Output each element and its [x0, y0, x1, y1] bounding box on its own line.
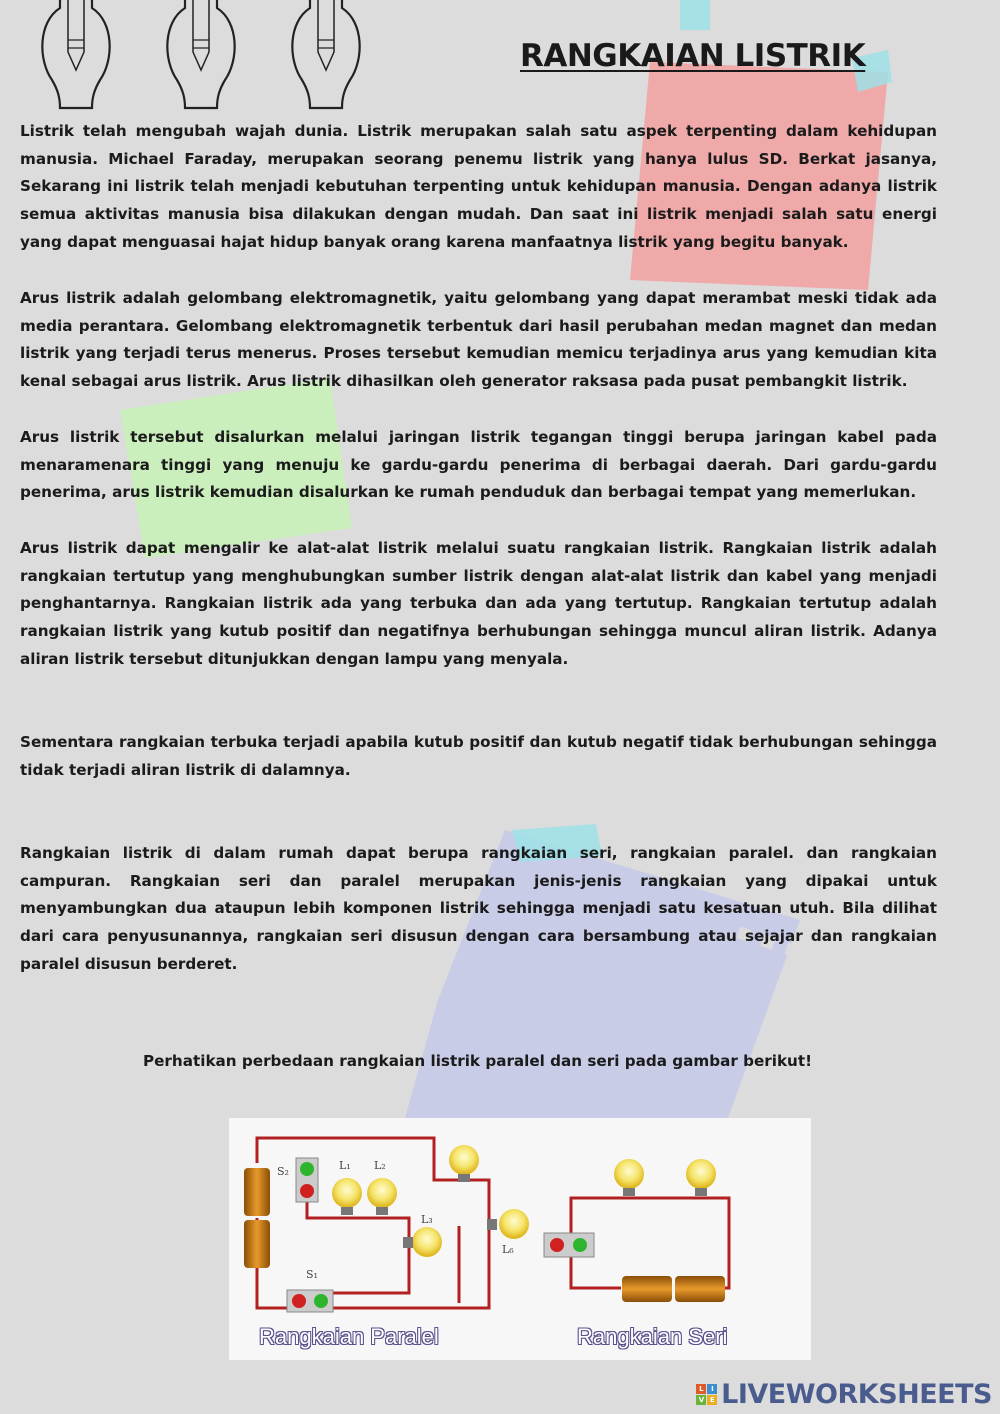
battery	[244, 1220, 270, 1268]
liveworksheets-icon: L I V E	[696, 1384, 717, 1405]
switch-s1	[287, 1290, 333, 1312]
paragraph-distribution: Arus listrik tersebut disalurkan melalui jaringan listrik tegangan tinggi berupa jaringan kabel pada menaramenara tinggi yang menuju ke gardu-gardu penerima di berbagai daerah. Dari gardu-gardu penerima, arus listrik kemudian disalurkan ke rumah penduduk dan berbagai tempat yang memerlukan.	[20, 428, 937, 502]
label-l6: L₆	[502, 1243, 514, 1256]
tape-top	[680, 0, 710, 30]
caption-parallel: Rangkaian Paralel	[259, 1324, 439, 1349]
switch-s2	[296, 1158, 318, 1202]
bulb-l2	[367, 1178, 397, 1215]
instruction-text: Perhatikan perbedaan rangkaian listrik paralel dan seri pada gambar berikut!	[143, 1052, 813, 1070]
bulb-icon	[167, 0, 234, 108]
brand-name: LIVEWORKSHEETS	[721, 1379, 992, 1410]
bulb-l6	[487, 1209, 529, 1239]
paragraph-electromagnetic: Arus listrik adalah gelombang elektromagnetik, yaitu gelombang yang dapat merambat meski tidak ada media perantara. Gelombang elektromagnetik terbentuk dari hasil perubahan medan magnet dan medan listrik yang terjadi terus menerus. Proses tersebut kemudian memicu terjadinya arus yang kemudian kita kenal sebagai arus listrik. Arus listrik dihasilkan oleh generator raksasa pada pusat pembangkit listrik.	[20, 289, 937, 391]
series-switch	[544, 1233, 594, 1257]
bulb-icon	[42, 0, 109, 108]
label-l1: L₁	[339, 1159, 351, 1172]
light-bulbs-illustration	[30, 0, 390, 115]
battery	[675, 1276, 725, 1302]
series-bulb	[686, 1159, 716, 1196]
series-wires	[571, 1198, 729, 1288]
page-title: RANGKAIAN LISTRIK	[520, 38, 866, 74]
bulb-icon	[292, 0, 359, 108]
liveworksheets-logo[interactable]	[696, 1379, 992, 1410]
label-s2: S₂	[277, 1165, 289, 1178]
bulb-top	[449, 1145, 479, 1182]
circuit-figure	[229, 1118, 811, 1360]
paragraph-circuit-types: Rangkaian listrik di dalam rumah dapat berupa rangkaian seri, rangkaian paralel. dan rangkaian campuran. Rangkaian seri dan paralel merupakan jenis-jenis rangkaian yang dipakai untuk menyambungkan dua ataupun lebih komponen listrik sehingga menjadi satu kesatuan utuh. Bila dilihat dari cara penyusunannya, rangkaian seri disusun dengan cara bersambung atau sejajar dan rangkaian paralel disusun berderet.	[20, 844, 937, 973]
label-s1: S₁	[306, 1268, 318, 1281]
bulb-l1	[332, 1178, 362, 1215]
series-bulb	[614, 1159, 644, 1196]
paragraph-intro: Listrik telah mengubah wajah dunia. Listrik merupakan salah satu aspek terpenting dalam kehidupan manusia. Michael Faraday, merupakan seorang penemu listrik yang hanya lulus SD. Berkat jasanya, Sekarang ini listrik telah menjadi kebutuhan terpenting untuk kehidupan manusia. Dengan adanya listrik semua aktivitas manusia bisa dilakukan dengan mudah. Dan saat ini listrik menjadi salah satu energi yang dapat menguasai hajat hidup banyak orang karena manfaatnya listrik yang begitu banyak.	[20, 122, 937, 251]
label-l3: L₃	[421, 1213, 433, 1226]
caption-series: Rangkaian Seri	[577, 1324, 728, 1349]
label-l2: L₂	[374, 1159, 386, 1172]
battery	[622, 1276, 672, 1302]
battery	[244, 1168, 270, 1216]
paragraph-closed-circuit: Arus listrik dapat mengalir ke alat-alat listrik melalui suatu rangkaian listrik. Rangkaian listrik adalah rangkaian tertutup yang menghubungkan sumber listrik dengan alat-alat listrik dan kabel yang menjadi penghantarnya. Rangkaian listrik ada yang terbuka dan ada yang tertutup. Rangkaian tertutup adalah rangkaian listrik yang kutub positif dan negatifnya berhubungan sehingga muncul aliran listrik. Adanya aliran listrik tersebut ditunjukkan dengan lampu yang menyala.	[20, 539, 937, 668]
paragraph-open-circuit: Sementara rangkaian terbuka terjadi apabila kutub positif dan kutub negatif tidak berhubungan sehingga tidak terjadi aliran listrik di dalamnya.	[20, 733, 937, 779]
